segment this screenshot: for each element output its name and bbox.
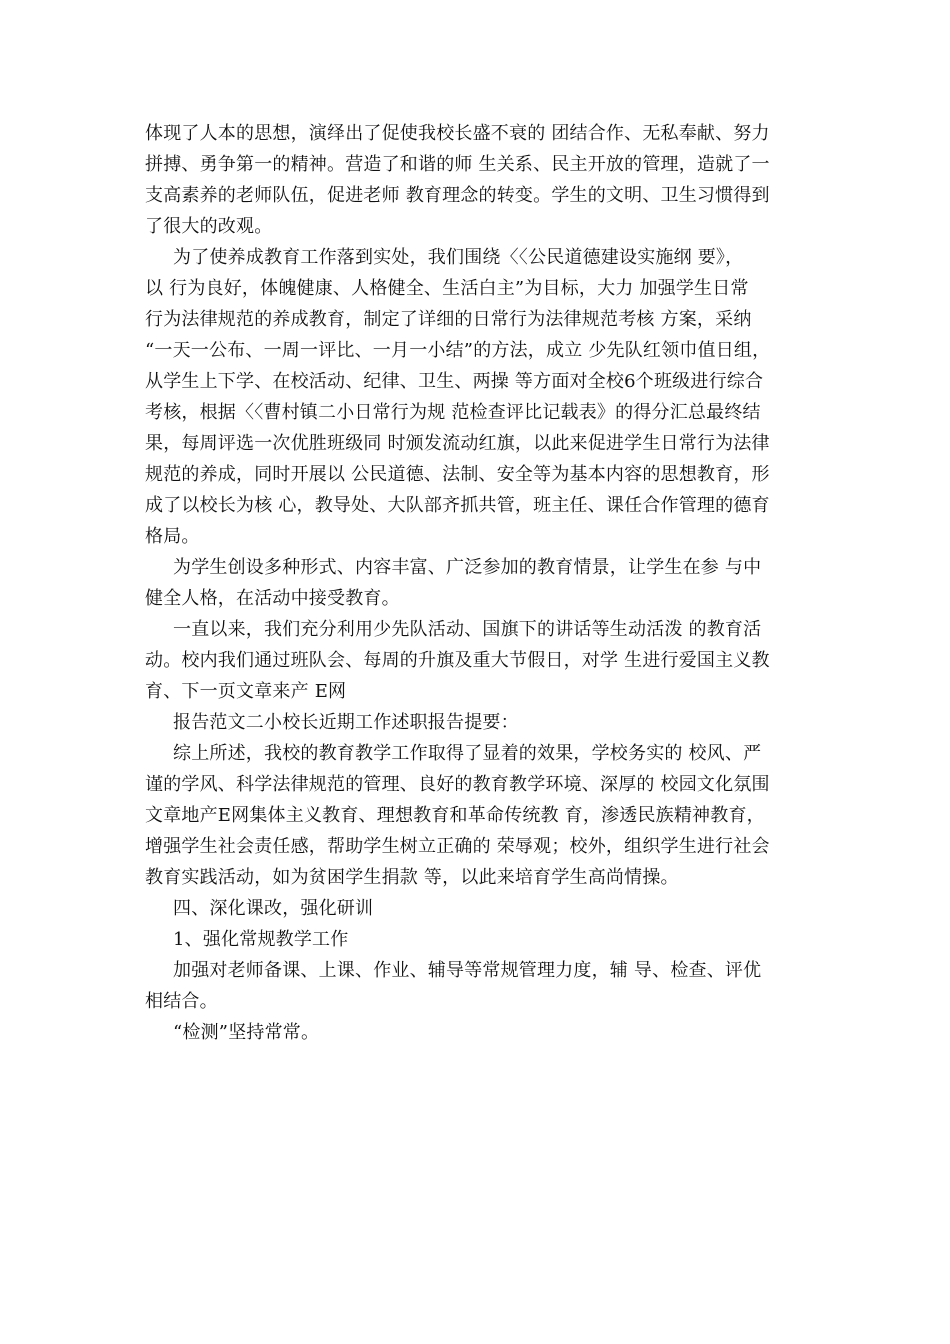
text-line: 了很大的改观。: [145, 216, 273, 237]
text-line: 健全人格，在活动中接受教育。: [145, 588, 400, 609]
text-line: 体现了人本的思想，演绎出了促使我校长盛不衰的 团结合作、无私奉献、努力: [145, 123, 770, 144]
text-line: 相结合。: [145, 991, 218, 1012]
paragraph-start: 报告范文二小校长近期工作述职报告提要：: [173, 712, 519, 733]
paragraph-start: 一直以来，我们充分利用少先队活动、国旗下的讲话等生动活泼 的教育活: [173, 619, 762, 640]
text-line: 考核，根据〈〈曹村镇二小日常行为规 范检查评比记载表》的得分汇总最终结: [145, 402, 761, 423]
paragraph-start: “检测”坚持常常。: [173, 1022, 320, 1043]
text-line: 成了以校长为核 心，教导处、大队部齐抓共管，班主任、课任合作管理的德育: [145, 495, 770, 516]
paragraph-start: 为了使养成教育工作落到实处，我们围绕〈〈公民道德建设实施纲 要》，: [173, 247, 744, 268]
text-line: 以 行为良好，体魄健康、人格健全、生活白主”为目标，大力 加强学生日常: [145, 278, 749, 299]
text-line: 果，每周评选一次优胜班级同 时颁发流动红旗，以此来促进学生日常行为法律: [145, 433, 770, 454]
text-line: 拼搏、勇争第一的精神。营造了和谐的师 生关系、民主开放的管理，造就了一: [145, 154, 770, 175]
text-line: 行为法律规范的养成教育，制定了详细的日常行为法律规范考核 方案，采纳: [145, 309, 752, 330]
text-line: 支高素养的老师队伍，促进老师 教育理念的转变。学生的文明、卫生习惯得到: [145, 185, 770, 206]
text-line: 从学生上下学、在校活动、纪律、卫生、两操 等方面对全校6个班级进行综合: [145, 371, 764, 392]
text-line: “一天一公布、一周一评比、一月一小结”的方法，成立 少先队红领巾值日组，: [145, 340, 771, 361]
section-heading: 四、深化课改，强化研训: [173, 898, 374, 919]
text-line: 教育实践活动，如为贫困学生捐款 等，以此来培育学生高尚情操。: [145, 867, 679, 888]
text-line: 规范的养成，同时开展以 公民道德、法制、安全等为基本内容的思想教育，形: [145, 464, 770, 485]
text-line: 谨的学风、科学法律规范的管理、良好的教育教学环境、深厚的 校园文化氛围: [145, 774, 770, 795]
paragraph-start: 为学生创设多种形式、内容丰富、广泛参加的教育情景，让学生在参 与中: [173, 557, 762, 578]
paragraph-start: 综上所述，我校的教育教学工作取得了显着的效果，学校务实的 校风、严: [173, 743, 762, 764]
paragraph-start: 加强对老师备课、上课、作业、辅导等常规管理力度，辅 导、检查、评优: [173, 960, 762, 981]
subsection-heading: 1、强化常规教学工作: [173, 929, 349, 950]
text-line: 增强学生社会责任感，帮助学生树立正确的 荣辱观；校外，组织学生进行社会: [145, 836, 770, 857]
text-line: 格局。: [145, 526, 200, 547]
text-line: 文章地产E网集体主义教育、理想教育和革命传统教 育，渗透民族精神教育，: [145, 805, 765, 826]
text-line: 动。校内我们通过班队会、每周的升旗及重大节假日，对学 生进行爱国主义教: [145, 650, 770, 671]
text-line: 育、下一页文章来产 E网: [145, 681, 347, 702]
document-body: [145, 118, 815, 1048]
